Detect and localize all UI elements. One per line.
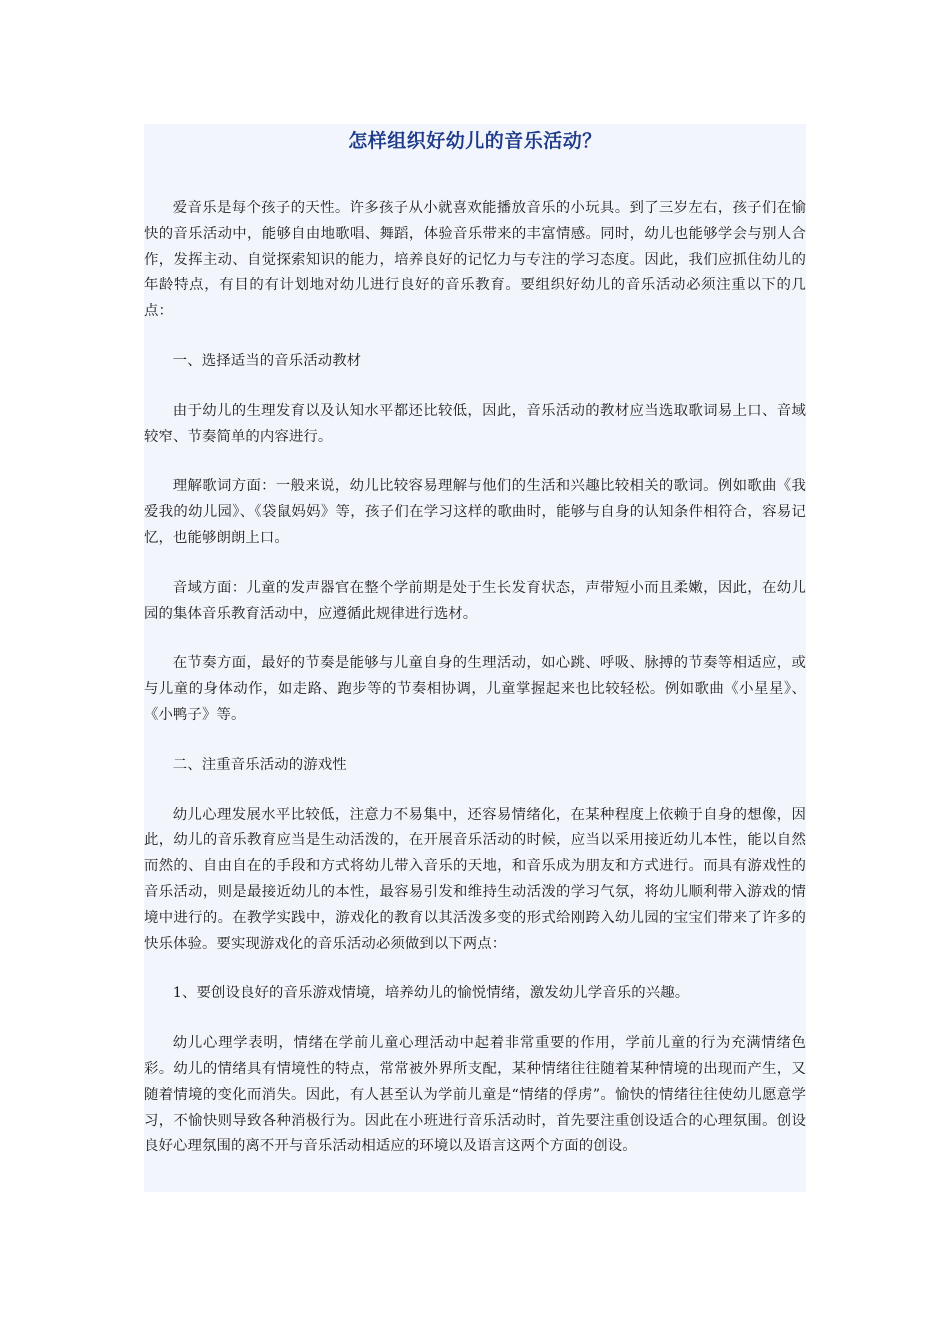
paragraph-range: 音域方面：儿童的发声器官在整个学前期是处于生长发育状态，声带短小而且柔嫩，因此，在幼儿园的集体音乐教育活动中，应遵循此规律进行选材。 — [144, 579, 806, 622]
paragraph-emotion: 幼儿心理学表明，情绪在学前儿童心理活动中起着非常重要的作用，学前儿童的行为充满情绪色彩。幼儿的情绪具有情境性的特点，常常被外界所支配，某种情绪往往随着某种情境的出现而产生，又随着情境的变化而消失。因此，有人甚至认为学前儿童是“情绪的俘虏”。愉快的情绪往往使幼儿愿意学习，不愉快则导致各种消极行为。因此在小班进行音乐活动时，首先要注重创设适合的心理氛围。创设良好心理氛围的离不开与音乐活动相适应的环境以及语言这两个方面的创设。 — [144, 1035, 806, 1155]
paragraph-lyrics: 理解歌词方面：一般来说，幼儿比较容易理解与他们的生活和兴趣比较相关的歌词。例如歌曲《我爱我的幼儿园》、《袋鼠妈妈》等，孩子们在学习这样的歌曲时，能够与自身的认知条件相符合，容易记忆，也能够朗朗上口。 — [144, 478, 806, 546]
paragraph-play: 幼儿心理发展水平比较低，注意力不易集中，还容易情绪化，在某种程度上依赖于自身的想像，因此，幼儿的音乐教育应当是生动活泼的，在开展音乐活动的时候，应当以采用接近幼儿本性，能以自然而然的、自由自在的手段和方式将幼儿带入音乐的天地，和音乐成为朋友和方式进行。而具有游戏性的音乐活动，则是最接近幼儿的本性，最容易引发和维持生动活泼的学习气氛，将幼儿顺利带入游戏的情境中进行的。在教学实践中，游戏化的教育以其活泼多变的形式给刚跨入幼儿园的宝宝们带来了许多的快乐体验。要实现游戏化的音乐活动必须做到以下两点： — [144, 806, 806, 952]
article-body — [144, 196, 806, 1184]
article-panel — [144, 124, 806, 1192]
paragraph-intro: 爱音乐是每个孩子的天性。许多孩子从小就喜欢能播放音乐的小玩具。到了三岁左右，孩子们在愉快的音乐活动中，能够自由地歌唱、舞蹈，体验音乐带来的丰富情感。同时，幼儿也能够学会与别人合作，发挥主动、自觉探索知识的能力，培养良好的记忆力与专注的学习态度。因此，我们应抓住幼儿的年龄特点，有目的有计划地对幼儿进行良好的音乐教育。要组织好幼儿的音乐活动必须注重以下的几点： — [144, 200, 806, 320]
page-title: 怎样组织好幼儿的音乐活动？ — [348, 130, 602, 152]
paragraph-rhythm: 在节奏方面，最好的节奏是能够与儿童自身的生理活动，如心跳、呼吸、脉搏的节奏等相适应，或与儿童的身体动作，如走路、跑步等的节奏相协调，儿童掌握起来也比较轻松。例如歌曲《小星星》、《小鸭子》等。 — [144, 655, 806, 723]
section-heading-2: 二、注重音乐活动的游戏性 — [172, 756, 347, 773]
subsection-heading-1: 1、要创设良好的音乐游戏情境，培养幼儿的愉悦情绪，激发幼儿学音乐的兴趣。 — [172, 985, 690, 1002]
section-heading-1: 一、选择适当的音乐活动教材 — [172, 352, 362, 369]
paragraph-materials: 由于幼儿的生理发育以及认知水平都还比较低，因此，音乐活动的教材应当选取歌词易上口、音域较窄、节奏简单的内容进行。 — [144, 402, 806, 445]
